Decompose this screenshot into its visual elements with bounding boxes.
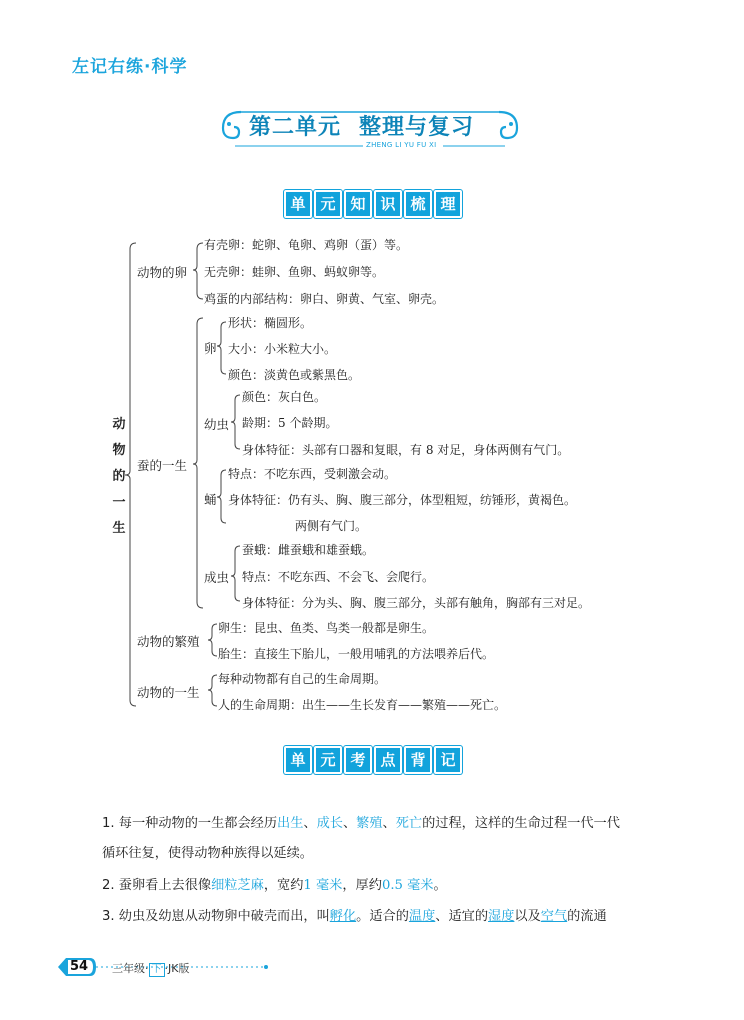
answer: 0.5 毫米 xyxy=(381,878,434,893)
brand-separator: · xyxy=(144,57,152,77)
sub-label-adult: 成虫 xyxy=(204,570,230,585)
tree-item: 人的生命周期：出生——生长发育——繁殖——死亡。 xyxy=(218,698,507,712)
tree-item: 两侧有气门。 xyxy=(295,519,368,533)
badge-char: 记 xyxy=(434,746,462,774)
tree-item: 有壳卵：蛇卵、龟卵、鸡卵（蛋）等。 xyxy=(204,238,409,252)
tree-item: 颜色：淡黄色或紫黑色。 xyxy=(228,368,361,382)
footer-edition-info: 三年级· 下 ·JK版 xyxy=(112,962,190,975)
branch-label-lifecycle: 动物的一生 xyxy=(137,685,200,700)
badge-char: 理 xyxy=(434,190,462,218)
answer: 温度 xyxy=(408,909,436,924)
badge-char: 单 xyxy=(284,746,312,774)
unit-title-pinyin: ZHENG LI YU FU XI xyxy=(366,141,437,149)
badge-char: 背 xyxy=(404,746,432,774)
memo-point-1-line-1: 1. 每一种动物的一生都会经历出生、成长、繁殖、死亡的过程，这样的生命过程一代一代 xyxy=(102,816,620,831)
memo-point-1-line-2: 循环往复，使得动物种族得以延续。 xyxy=(102,846,313,861)
badge-char: 元 xyxy=(314,190,342,218)
badge-char: 点 xyxy=(374,746,402,774)
root-char: 物 xyxy=(112,443,126,458)
brand-name: 左记右练 xyxy=(72,57,144,77)
answer: 细粒芝麻 xyxy=(211,878,264,893)
tree-root-label xyxy=(112,412,126,542)
badge-char: 元 xyxy=(314,746,342,774)
root-char: 一 xyxy=(112,495,126,510)
root-char: 动 xyxy=(112,417,126,432)
memo-point-3: 3. 幼虫及幼崽从动物卵中破壳而出，叫孵化。适合的温度、适宜的湿度以及空气的流通 xyxy=(102,909,607,924)
badge-char: 考 xyxy=(344,746,372,774)
edition: JK版 xyxy=(168,962,190,975)
memo-point-2: 2. 蚕卵看上去很像细粒芝麻，宽约1 毫米，厚约0.5 毫米。 xyxy=(102,878,447,893)
tree-item: 身体特征：头部有口器和复眼，有 8 对足，身体两侧有气门。 xyxy=(242,443,570,457)
unit-title-part-a: 第二单元 xyxy=(249,114,342,140)
tree-item: 每种动物都有自己的生命周期。 xyxy=(218,672,387,686)
tree-item: 特点：不吃东西，受刺激会动。 xyxy=(228,467,397,481)
tree-item: 身体特征：分为头、胸、腹三部分，头部有触角，胸部有三对足。 xyxy=(242,596,591,610)
sub-label-egg: 卵 xyxy=(204,341,217,356)
branch-label-eggs: 动物的卵 xyxy=(137,265,188,280)
badge-char: 识 xyxy=(374,190,402,218)
unit-title-part-b: 整理与复习 xyxy=(359,114,475,140)
answer: 出生 xyxy=(277,816,304,831)
root-char: 的 xyxy=(112,469,126,484)
tree-item: 特点：不吃东西、不会飞、会爬行。 xyxy=(242,570,435,584)
tree-item: 卵生：昆虫、鱼类、鸟类一般都是卵生。 xyxy=(218,621,435,635)
badge-char: 知 xyxy=(344,190,372,218)
root-char: 生 xyxy=(112,521,126,536)
tree-item: 身体特征：仍有头、胸、腹三部分，体型粗短，纺锤形，黄褐色。 xyxy=(228,493,577,507)
page-number: 54 xyxy=(70,959,89,974)
tree-item: 无壳卵：蛙卵、鱼卵、蚂蚁卵等。 xyxy=(204,265,385,279)
branch-label-reproduction: 动物的繁殖 xyxy=(137,634,200,649)
tree-item: 鸡蛋的内部结构：卵白、卵黄、气室、卵壳。 xyxy=(204,292,445,306)
tree-item: 胎生：直接生下胎儿，一般用哺乳的方法喂养后代。 xyxy=(218,647,495,661)
tree-item: 形状：椭圆形。 xyxy=(228,316,313,330)
grade: 三年级 xyxy=(112,962,145,975)
sub-label-pupa: 蛹 xyxy=(204,492,217,507)
tree-item: 蚕蛾：雌蚕蛾和雄蚕蛾。 xyxy=(242,543,375,557)
branch-label-silkworm: 蚕的一生 xyxy=(137,458,188,473)
subject-name: 科学 xyxy=(151,57,188,77)
answer: 孵化 xyxy=(329,909,357,924)
section-badge-memorize xyxy=(284,746,462,774)
answer: 繁殖 xyxy=(356,816,383,831)
answer: 空气 xyxy=(540,909,568,924)
tree-item: 颜色：灰白色。 xyxy=(242,390,327,404)
tree-item: 大小：小米粒大小。 xyxy=(228,342,337,356)
answer: 死亡 xyxy=(395,816,423,831)
badge-char: 单 xyxy=(284,190,312,218)
answer: 湿度 xyxy=(488,909,515,924)
sub-label-larva: 幼虫 xyxy=(204,417,230,432)
answer: 成长 xyxy=(316,816,343,831)
answer: 1 毫米 xyxy=(303,878,343,893)
tree-item: 龄期：5 个龄期。 xyxy=(242,416,338,430)
term-badge: 下 xyxy=(149,963,165,977)
badge-char: 梳 xyxy=(404,190,432,218)
